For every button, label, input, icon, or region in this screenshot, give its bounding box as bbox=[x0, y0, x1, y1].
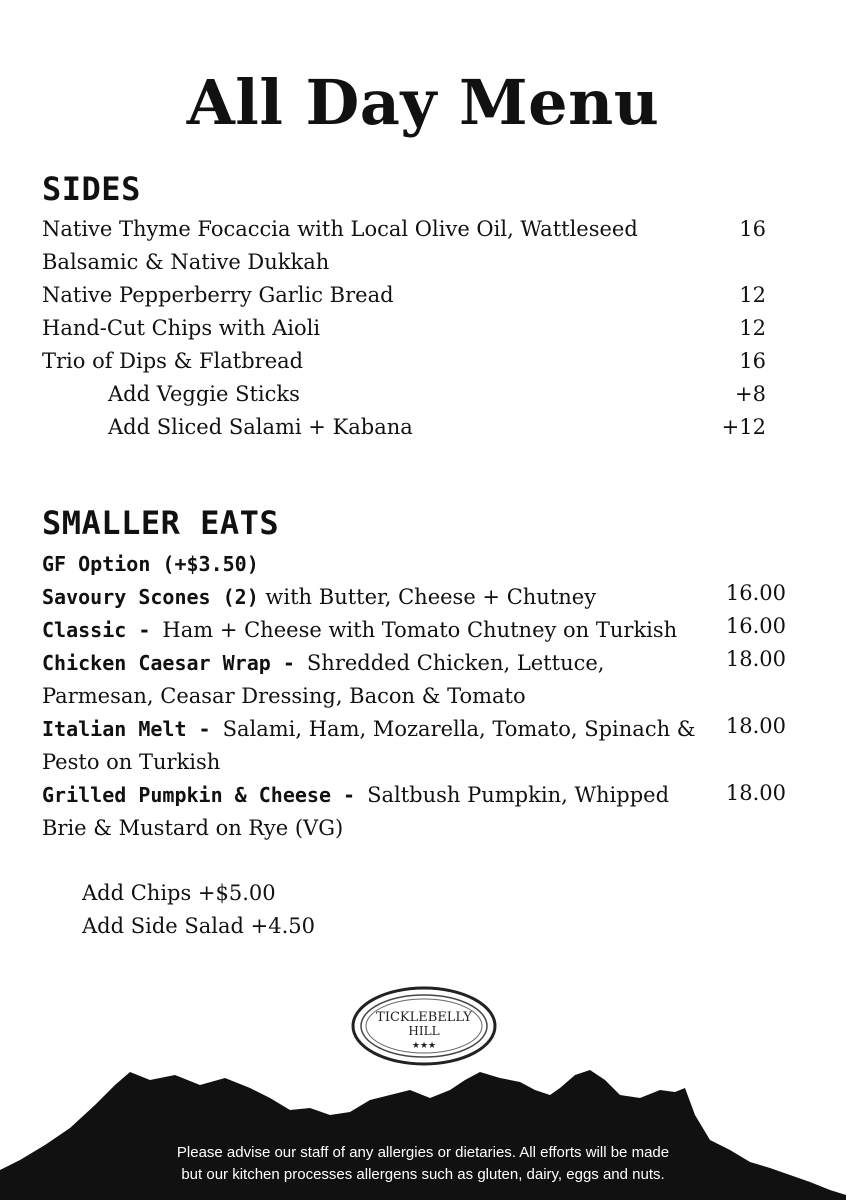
menu-item-desc: Salami, Ham, Mozarella, Tomato, Spinach & bbox=[222, 717, 696, 741]
menu-item-price: 16.00 bbox=[725, 614, 786, 638]
addon-item-price: +8 bbox=[735, 382, 766, 406]
logo-text-line2: HILL bbox=[408, 1024, 440, 1038]
menu-item-desc-cont: Brie & Mustard on Rye (VG) bbox=[42, 816, 344, 840]
allergy-notice-line2: but our kitchen processes allergens such as gluten, dairy, eggs and nuts. bbox=[181, 1166, 665, 1183]
gf-option-label: GF Option (+$3.50) bbox=[42, 552, 259, 576]
allergy-notice bbox=[0, 1142, 846, 1186]
addon-side-salad: Add Side Salad +4.50 bbox=[82, 914, 315, 938]
menu-item bbox=[42, 581, 742, 614]
addon-item-name: Add Veggie Sticks bbox=[108, 382, 300, 406]
menu-item-name: Native Thyme Focaccia with Local Olive Oil, Wattleseed bbox=[42, 217, 638, 241]
menu-item-name: Classic - bbox=[42, 618, 163, 642]
gf-option bbox=[42, 548, 742, 581]
menu-item-name: Trio of Dips & Flatbread bbox=[42, 349, 304, 373]
menu-item-price: 18.00 bbox=[725, 781, 786, 805]
addon-item-price: +12 bbox=[721, 415, 766, 439]
menu-item bbox=[42, 614, 742, 647]
page-title: All Day Menu bbox=[186, 66, 660, 139]
sides-heading: SIDES bbox=[42, 170, 141, 208]
menu-item-price: 12 bbox=[739, 316, 766, 340]
logo-stars: ★★★ bbox=[411, 1041, 437, 1051]
menu-item-desc: Shredded Chicken, Lettuce, bbox=[306, 651, 605, 675]
menu-item bbox=[42, 647, 742, 680]
menu-item-name: Savoury Scones (2) bbox=[42, 585, 259, 609]
menu-item-desc: Saltbush Pumpkin, Whipped bbox=[367, 783, 670, 807]
menu-item-price: 16 bbox=[739, 349, 766, 373]
menu-item-price: 12 bbox=[739, 283, 766, 307]
menu-item-price: 16 bbox=[739, 217, 766, 241]
allergy-notice-line1: Please advise our staff of any allergies or dietaries. All efforts will be made bbox=[176, 1144, 670, 1161]
menu-item-name: Hand-Cut Chips with Aioli bbox=[42, 316, 321, 340]
addon-item-name: Add Sliced Salami + Kabana bbox=[108, 415, 413, 439]
menu-item-price: 16.00 bbox=[725, 581, 786, 605]
menu-item-price: 18.00 bbox=[725, 647, 786, 671]
menu-item-price: 18.00 bbox=[725, 714, 786, 738]
smaller-eats-heading: SMALLER EATS bbox=[42, 504, 280, 542]
logo-text-line1: TICKLEBELLY bbox=[376, 1010, 472, 1025]
menu-item-name-cont: Balsamic & Native Dukkah bbox=[42, 250, 330, 274]
menu-item-name: Chicken Caesar Wrap - bbox=[42, 651, 307, 675]
menu-item bbox=[42, 713, 742, 746]
menu-item-name: Italian Melt - bbox=[42, 717, 223, 741]
menu-item-desc: with Butter, Cheese + Chutney bbox=[258, 585, 597, 609]
menu-item-name: Grilled Pumpkin & Cheese - bbox=[42, 783, 368, 807]
menu-item-desc: Ham + Cheese with Tomato Chutney on Turkish bbox=[162, 618, 678, 642]
menu-item-desc-cont: Pesto on Turkish bbox=[42, 750, 221, 774]
menu-item-desc-cont: Parmesan, Ceasar Dressing, Bacon & Tomato bbox=[42, 684, 526, 708]
addon-chips: Add Chips +$5.00 bbox=[82, 881, 276, 905]
menu-item-name: Native Pepperberry Garlic Bread bbox=[42, 283, 394, 307]
menu-item bbox=[42, 779, 742, 812]
